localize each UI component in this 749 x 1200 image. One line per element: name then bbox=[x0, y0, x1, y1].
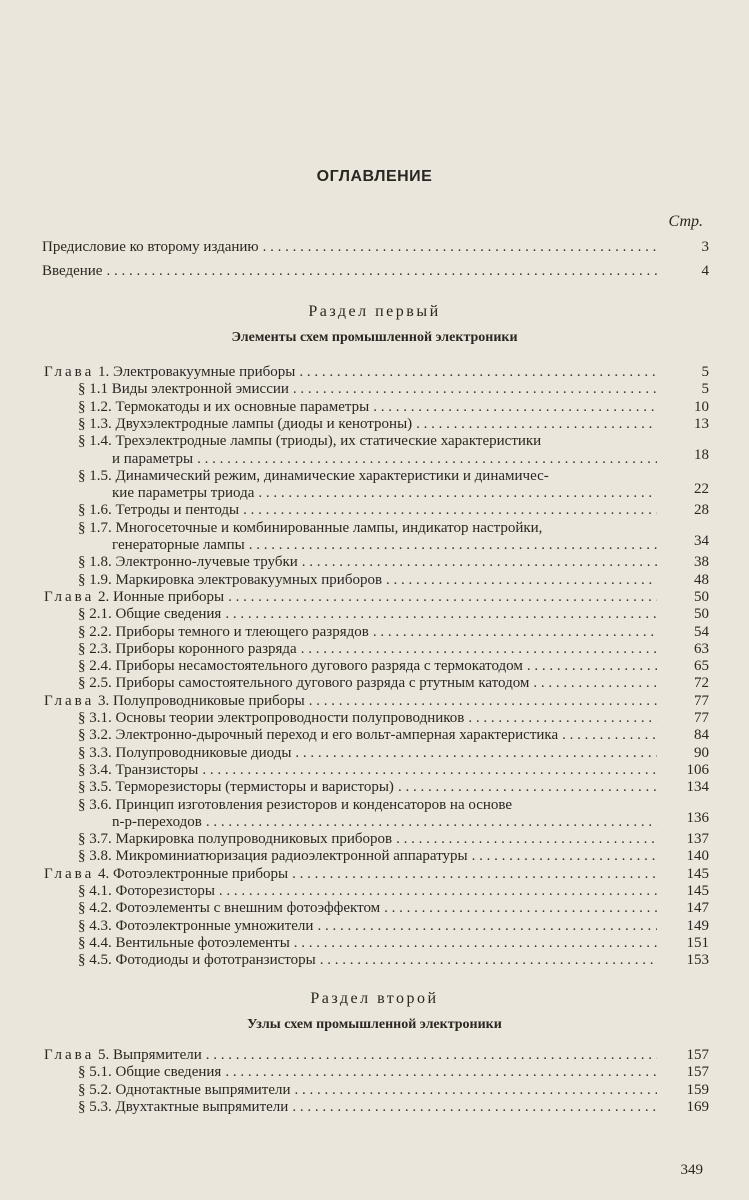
toc-entry bbox=[78, 779, 709, 796]
toc-entry bbox=[78, 1099, 709, 1116]
dot-leader bbox=[106, 263, 657, 280]
section-label-1: Раздел первый bbox=[308, 303, 441, 320]
entry-page-number: 145 bbox=[686, 865, 709, 882]
entry-title bbox=[78, 762, 198, 779]
toc-entry bbox=[78, 745, 709, 762]
toc-entry bbox=[78, 399, 709, 416]
dot-leader bbox=[263, 239, 657, 256]
toc-entry bbox=[78, 727, 709, 744]
toc-entry bbox=[78, 883, 709, 900]
entry-title bbox=[78, 900, 380, 917]
entry-text: § 1.7. Многосеточные и комбинированные лампы, индикатор настройки, bbox=[78, 519, 543, 536]
entry-title bbox=[44, 1047, 202, 1064]
entry-title bbox=[42, 239, 259, 256]
entry-text: § 2.2. Приборы темного и тлеющего разрядов bbox=[78, 623, 369, 640]
dot-leader bbox=[562, 727, 657, 744]
entry-title bbox=[78, 502, 239, 519]
dot-leader bbox=[384, 900, 657, 917]
entry-page-number: 22 bbox=[694, 481, 709, 498]
entry-title bbox=[78, 1064, 221, 1081]
entry-page-number: 63 bbox=[694, 640, 709, 657]
entry-page-number: 140 bbox=[686, 848, 709, 865]
toc-chapter bbox=[44, 589, 709, 606]
toc-entry bbox=[78, 433, 709, 450]
entry-page-number: 90 bbox=[694, 744, 709, 761]
entry-text: § 1.9. Маркировка электровакуумных приборов bbox=[78, 571, 383, 588]
entry-text: § 3.7. Маркировка полупроводниковых приборов bbox=[78, 831, 393, 848]
toc-entry bbox=[78, 606, 709, 623]
entry-title bbox=[78, 554, 298, 571]
toc-chapter bbox=[44, 364, 709, 381]
entry-page-number: 10 bbox=[694, 398, 709, 415]
entry-title bbox=[78, 572, 382, 589]
entry-text: n-p-переходов bbox=[112, 813, 202, 830]
entry-text: § 3.2. Электронно-дырочный переход и его вольт-амперная характеристика bbox=[78, 727, 559, 744]
entry-page-number: 77 bbox=[694, 692, 709, 709]
toc-entry-continuation bbox=[112, 451, 709, 468]
entry-title bbox=[78, 710, 464, 727]
entry-page-number: 153 bbox=[686, 952, 709, 969]
entry-page-number: 84 bbox=[694, 727, 709, 744]
chapter-prefix: Глава bbox=[44, 1047, 95, 1063]
dot-leader bbox=[294, 1082, 657, 1099]
entry-text: и параметры bbox=[112, 450, 194, 467]
entry-text: § 2.5. Приборы самостоятельного дугового разряда с ртутным катодом bbox=[78, 675, 530, 692]
entry-title bbox=[78, 745, 291, 762]
entry-title bbox=[78, 952, 316, 969]
dot-leader bbox=[416, 416, 657, 433]
entry-page-number: 38 bbox=[694, 554, 709, 571]
dot-leader bbox=[292, 866, 657, 883]
entry-text: 1. Электровакуумные приборы bbox=[97, 364, 296, 380]
toc-entry bbox=[42, 239, 709, 256]
entry-text: генераторные лампы bbox=[112, 537, 245, 553]
entry-title bbox=[78, 416, 412, 433]
chapter-prefix: Глава bbox=[44, 865, 95, 882]
entry-title bbox=[78, 641, 297, 658]
entry-title bbox=[44, 589, 224, 606]
entry-text: Предисловие ко второму изданию bbox=[42, 239, 259, 255]
entry-page-number: 18 bbox=[694, 446, 709, 463]
toc-entry bbox=[78, 502, 709, 519]
entry-text: § 4.1. Фоторезисторы bbox=[78, 883, 215, 899]
entry-text: § 3.8. Микроминиатюризация радиоэлектронной аппаратуры bbox=[78, 848, 468, 865]
entry-title bbox=[78, 399, 369, 416]
toc-entry bbox=[78, 624, 709, 641]
entry-page-number: 136 bbox=[686, 809, 709, 826]
entry-title bbox=[78, 848, 468, 865]
entry-text: § 4.2. Фотоэлементы с внешним фотоэффектом bbox=[78, 900, 381, 917]
dot-leader bbox=[398, 779, 657, 796]
entry-title bbox=[78, 797, 512, 814]
entry-page-number: 137 bbox=[686, 831, 709, 848]
entry-text: § 1.2. Термокатоды и их основные параметры bbox=[78, 398, 370, 415]
dot-leader bbox=[396, 831, 657, 848]
toc-entry bbox=[78, 520, 709, 537]
toc-entry bbox=[78, 641, 709, 658]
entry-text: § 2.4. Приборы несамостоятельного дугового разряда с термокатодом bbox=[78, 658, 523, 675]
dot-leader bbox=[472, 848, 657, 865]
dot-leader bbox=[249, 537, 657, 554]
dot-leader bbox=[219, 883, 657, 900]
toc-entry bbox=[78, 381, 709, 398]
dot-leader bbox=[317, 918, 657, 935]
toc-entry-continuation bbox=[112, 485, 709, 502]
dot-leader bbox=[225, 1064, 657, 1081]
entry-page-number: 28 bbox=[694, 502, 709, 519]
entry-page-number: 134 bbox=[686, 779, 709, 796]
page-column-label: Стр. bbox=[668, 213, 703, 230]
entry-text: § 4.3. Фотоэлектронные умножители bbox=[78, 917, 314, 934]
entry-text: 5. Выпрямители bbox=[97, 1047, 202, 1063]
dot-leader bbox=[206, 1047, 657, 1064]
dot-leader bbox=[202, 762, 657, 779]
entry-page-number: 34 bbox=[694, 533, 709, 549]
dot-leader bbox=[293, 381, 657, 398]
dot-leader bbox=[299, 364, 657, 381]
entry-title bbox=[78, 1099, 288, 1116]
entry-text: § 2.1. Общие сведения bbox=[78, 606, 222, 623]
entry-page-number: 157 bbox=[686, 1064, 709, 1081]
entry-text: 3. Полупроводниковые приборы bbox=[97, 692, 305, 709]
chapter-prefix: Глава bbox=[44, 588, 95, 605]
entry-page-number: 13 bbox=[694, 415, 709, 432]
entry-title bbox=[78, 468, 549, 485]
entry-title bbox=[78, 883, 215, 900]
page-title: ОГЛАВЛЕНИЕ bbox=[316, 168, 433, 185]
toc-entry bbox=[78, 710, 709, 727]
entry-title bbox=[78, 433, 541, 450]
dot-leader bbox=[309, 693, 657, 710]
entry-page-number: 77 bbox=[694, 710, 709, 726]
dot-leader bbox=[294, 935, 657, 952]
entry-page-number: 54 bbox=[694, 623, 709, 640]
toc-entry bbox=[78, 900, 709, 917]
entry-page-number: 50 bbox=[694, 588, 709, 605]
entry-text: кие параметры триода bbox=[112, 485, 255, 502]
dot-leader bbox=[243, 502, 657, 519]
section-title-2: Узлы схем промышленной электроники bbox=[247, 1017, 502, 1032]
entry-page-number: 5 bbox=[701, 381, 709, 398]
toc-chapter bbox=[44, 1047, 709, 1064]
dot-leader bbox=[386, 572, 657, 589]
entry-text: § 1.4. Трехэлектродные лампы (триоды), их статические характеристики bbox=[78, 433, 542, 450]
dot-leader bbox=[301, 641, 657, 658]
entry-page-number: 5 bbox=[701, 364, 709, 380]
toc-entry bbox=[42, 263, 709, 280]
entry-title bbox=[78, 935, 290, 952]
entry-text: § 3.5. Терморезисторы (термисторы и варисторы) bbox=[78, 779, 394, 796]
dot-leader bbox=[295, 745, 657, 762]
entry-text: § 1.8. Электронно-лучевые трубки bbox=[78, 554, 298, 571]
entry-text: § 1.3. Двухэлектродные лампы (диоды и кенотроны) bbox=[78, 415, 413, 432]
entry-page-number: 157 bbox=[686, 1047, 709, 1063]
dot-leader bbox=[533, 675, 657, 692]
entry-text: § 4.4. Вентильные фотоэлементы bbox=[78, 934, 290, 951]
entry-page-number: 4 bbox=[701, 263, 709, 279]
entry-text: § 4.5. Фотодиоды и фототранзисторы bbox=[78, 952, 316, 969]
entry-page-number: 3 bbox=[701, 239, 709, 255]
dot-leader bbox=[258, 485, 657, 502]
entry-title bbox=[42, 263, 102, 280]
entry-text: 2. Ионные приборы bbox=[97, 588, 225, 605]
dot-leader bbox=[302, 554, 657, 571]
toc-entry bbox=[78, 675, 709, 692]
toc-entry bbox=[78, 831, 709, 848]
dot-leader bbox=[468, 710, 657, 727]
entry-text: § 1.1 Виды электронной эмиссии bbox=[78, 381, 289, 398]
toc-entry bbox=[78, 658, 709, 675]
chapter-prefix: Глава bbox=[44, 692, 95, 709]
entry-page-number: 72 bbox=[694, 675, 709, 692]
entry-page-number: 50 bbox=[694, 606, 709, 623]
entry-page-number: 169 bbox=[686, 1098, 709, 1115]
entry-title bbox=[78, 779, 394, 796]
entry-title bbox=[78, 606, 221, 623]
entry-page-number: 65 bbox=[694, 658, 709, 675]
entry-text: § 3.6. Принцип изготовления резисторов и конденсаторов на основе bbox=[78, 796, 513, 813]
entry-page-number: 106 bbox=[686, 761, 709, 778]
entry-title bbox=[78, 727, 558, 744]
dot-leader bbox=[373, 399, 657, 416]
entry-text: § 1.5. Динамический режим, динамические характеристики и динамичес- bbox=[78, 467, 549, 484]
entry-title bbox=[78, 658, 523, 675]
entry-title bbox=[78, 624, 369, 641]
entry-title bbox=[44, 866, 288, 883]
entry-text: 4. Фотоэлектронные приборы bbox=[97, 865, 289, 882]
entry-title bbox=[78, 675, 529, 692]
toc-entry-continuation bbox=[112, 814, 709, 831]
entry-page-number: 151 bbox=[686, 934, 709, 951]
entry-page-number: 48 bbox=[694, 571, 709, 588]
toc-entry bbox=[78, 554, 709, 571]
entry-text: § 3.1. Основы теории электропроводности полупроводников bbox=[78, 710, 465, 726]
entry-text: § 5.1. Общие сведения bbox=[78, 1064, 222, 1081]
entry-text: § 1.6. Тетроды и пентоды bbox=[78, 502, 240, 519]
toc-entry bbox=[78, 762, 709, 779]
entry-title bbox=[78, 831, 392, 848]
entry-title bbox=[78, 381, 289, 398]
entry-page-number: 159 bbox=[686, 1081, 709, 1098]
section-title-1: Элементы схем промышленной электроники bbox=[231, 330, 518, 345]
page-number: 349 bbox=[680, 1162, 703, 1178]
toc-entry bbox=[78, 918, 709, 935]
entry-text: § 3.4. Транзисторы bbox=[78, 761, 199, 778]
dot-leader bbox=[373, 624, 657, 641]
entry-title bbox=[78, 520, 542, 537]
toc-entry bbox=[78, 848, 709, 865]
entry-page-number: 149 bbox=[686, 917, 709, 934]
entry-text: § 5.3. Двухтактные выпрямители bbox=[78, 1098, 289, 1115]
toc-entry bbox=[78, 468, 709, 485]
toc-entry bbox=[78, 1064, 709, 1081]
entry-title bbox=[78, 1082, 290, 1099]
dot-leader bbox=[292, 1099, 657, 1116]
toc-chapter bbox=[44, 866, 709, 883]
toc-entry bbox=[78, 416, 709, 433]
entry-text: § 3.3. Полупроводниковые диоды bbox=[78, 744, 292, 761]
toc-entry bbox=[78, 797, 709, 814]
chapter-prefix: Глава bbox=[44, 364, 95, 380]
dot-leader bbox=[320, 952, 657, 969]
entry-page-number: 145 bbox=[686, 883, 709, 899]
dot-leader bbox=[228, 589, 657, 606]
entry-text: § 2.3. Приборы коронного разряда bbox=[78, 640, 297, 657]
toc-entry bbox=[78, 1082, 709, 1099]
entry-text: § 5.2. Однотактные выпрямители bbox=[78, 1081, 291, 1098]
toc-entry bbox=[78, 952, 709, 969]
toc-entry-continuation bbox=[112, 537, 709, 554]
entry-title bbox=[78, 918, 313, 935]
entry-title bbox=[44, 693, 305, 710]
dot-leader bbox=[527, 658, 657, 675]
toc-entry bbox=[78, 572, 709, 589]
dot-leader bbox=[225, 606, 657, 623]
dot-leader bbox=[197, 451, 657, 468]
entry-text: Введение bbox=[42, 263, 103, 279]
section-label-2: Раздел второй bbox=[310, 990, 439, 1007]
toc-chapter bbox=[44, 693, 709, 710]
entry-title bbox=[44, 364, 295, 381]
toc-entry bbox=[78, 935, 709, 952]
entry-page-number: 147 bbox=[686, 900, 709, 917]
dot-leader bbox=[206, 814, 657, 831]
